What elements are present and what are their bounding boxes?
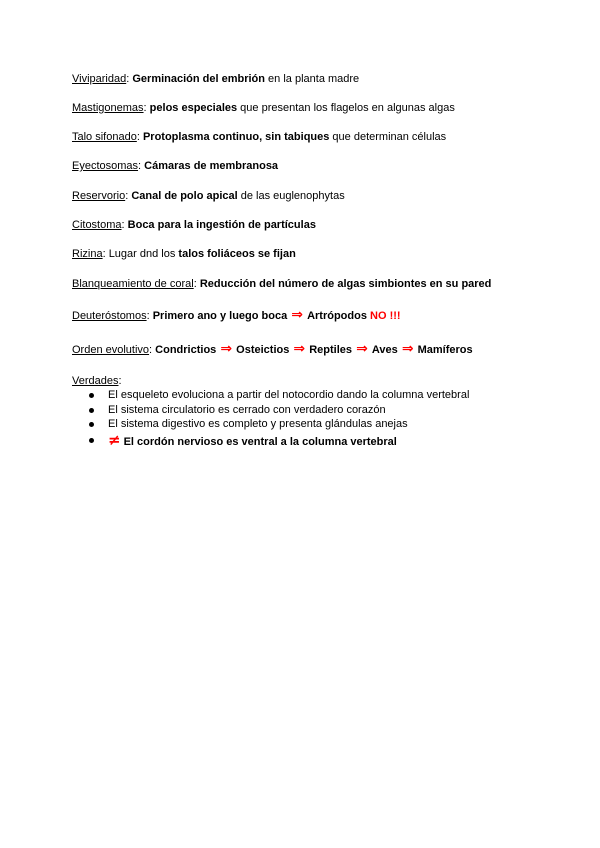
- definition-bold: Protoplasma continuo, sin tabiques: [142, 131, 330, 143]
- list-item-text: El cordón nervioso es ventral a la columna vertebral: [123, 435, 397, 448]
- entry-viviparidad: [72, 72, 359, 86]
- separator: :: [118, 375, 122, 387]
- separator: :: [136, 131, 143, 143]
- separator: :: [138, 160, 145, 172]
- term-label: Blanqueamiento de coral: [72, 278, 194, 290]
- bullet-icon: [89, 393, 94, 398]
- term-label: Reservorio: [72, 190, 126, 202]
- definition-bold: Primero ano y luego boca: [152, 310, 288, 322]
- orden-step: Osteictios: [236, 344, 290, 356]
- definition-bold: Germinación del embrión: [132, 73, 265, 85]
- separator: :: [126, 73, 133, 85]
- definition-bold: Boca para la ingestión de partículas: [127, 219, 316, 231]
- entry-blanqueamiento: [72, 277, 491, 291]
- entry-deuterostomos: [72, 308, 401, 323]
- definition-bold-2: Artrópodos: [307, 310, 367, 322]
- list-item: [72, 403, 469, 418]
- separator: :: [149, 344, 156, 356]
- arrow-icon: ⇒: [401, 341, 414, 357]
- term-label: Citostoma: [72, 219, 122, 231]
- term-label: Eyectosomas: [72, 160, 139, 172]
- entry-mastigonemas: [72, 101, 455, 115]
- definition-bold: Canal de polo apical: [131, 190, 238, 202]
- term-label: Viviparidad: [72, 73, 127, 85]
- definition-bold: talos foliáceos se fijan: [178, 248, 296, 260]
- term-label: Talo sifonado: [72, 131, 137, 143]
- orden-step: Aves: [371, 344, 398, 356]
- verdades-title: Verdades: [72, 375, 119, 387]
- definition-rest: de las euglenophytas: [237, 190, 345, 202]
- entry-orden-evolutivo: [72, 342, 473, 357]
- orden-step: Condrictios: [155, 344, 217, 356]
- term-label: Orden evolutivo: [72, 344, 150, 356]
- list-item-text: El sistema digestivo es completo y presenta glándulas anejas: [108, 418, 408, 430]
- entry-rizina: [72, 247, 296, 261]
- list-item-text: El sistema circulatorio es cerrado con verdadero corazón: [108, 403, 386, 416]
- arrow-icon: ⇒: [291, 307, 303, 323]
- entry-reservorio: [72, 189, 345, 203]
- term-label: Deuteróstomos: [72, 310, 147, 322]
- bullet-icon: [89, 438, 94, 443]
- separator: :: [146, 310, 153, 322]
- list-item: [72, 417, 469, 432]
- orden-step: Mamíferos: [417, 344, 473, 356]
- entry-talo-sifonado: [72, 130, 446, 144]
- list-item-text: El esqueleto evoluciona a partir del notocordio dando la columna vertebral: [108, 389, 470, 401]
- separator: : Lugar dnd los: [102, 248, 179, 260]
- entry-citostoma: [72, 218, 316, 232]
- arrow-icon: ⇒: [220, 341, 233, 357]
- separator: :: [125, 190, 132, 202]
- arrow-icon: ⇒: [293, 341, 306, 357]
- verdades-list: [72, 388, 469, 449]
- not-equal-icon: ≠: [108, 430, 121, 449]
- definition-bold: Reducción del número de algas simbiontes en su pared: [199, 278, 492, 290]
- definition-rest: que determinan células: [329, 131, 447, 143]
- list-item: [72, 388, 469, 403]
- bullet-icon: [89, 408, 94, 413]
- bullet-icon: [89, 422, 94, 427]
- definition-rest: en la planta madre: [265, 73, 360, 85]
- verdades-heading: [72, 374, 122, 388]
- separator: :: [121, 219, 128, 231]
- definition-bold: pelos especiales: [149, 102, 238, 114]
- entry-eyectosomas: [72, 159, 278, 173]
- arrow-icon: ⇒: [356, 341, 368, 357]
- separator: :: [193, 278, 200, 290]
- definition-rest: que presentan los flagelos en algunas algas: [237, 102, 455, 114]
- term-label: Rizina: [72, 248, 103, 260]
- orden-step: Reptiles: [309, 344, 352, 356]
- definition-bold: Cámaras de membranosa: [144, 160, 279, 172]
- separator: :: [143, 102, 150, 114]
- warning-text: NO !!!: [370, 310, 401, 322]
- list-item-false: [72, 430, 469, 450]
- term-label: Mastigonemas: [72, 102, 144, 114]
